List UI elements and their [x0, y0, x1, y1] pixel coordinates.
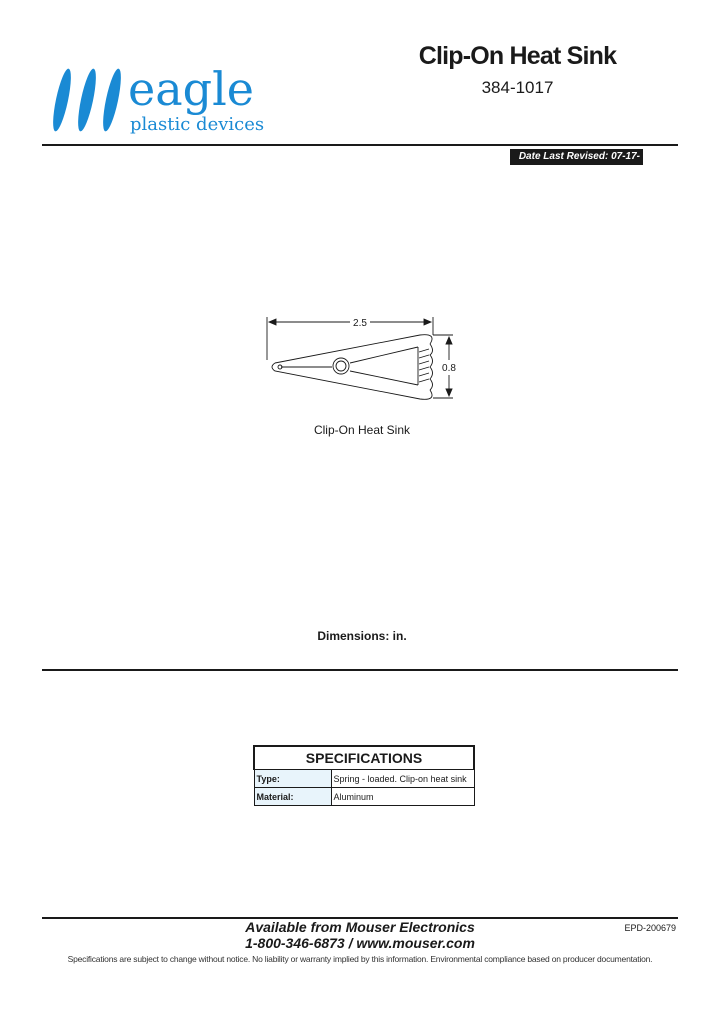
table-row	[254, 770, 474, 788]
logo-tagline: plastic devices	[130, 114, 265, 135]
spec-key: Type:	[254, 770, 331, 788]
document-title: Clip-On Heat Sink	[418, 42, 617, 70]
table-row	[254, 788, 474, 806]
revised-date-badge: Date Last Revised: 07-17-07	[510, 149, 643, 165]
spec-key: Material:	[254, 788, 331, 806]
section-divider	[42, 669, 678, 671]
logo-brand: eagle	[128, 62, 255, 116]
part-number: 384-1017	[481, 78, 554, 97]
availability-line: Available from Mouser Electronics	[245, 919, 475, 935]
spec-value: Aluminum	[331, 788, 474, 806]
specifications-heading: SPECIFICATIONS	[254, 746, 474, 770]
heat-sink-drawing	[255, 305, 465, 415]
figure-caption: Clip-On Heat Sink	[313, 423, 411, 437]
width-dimension-label: 2.5	[353, 318, 367, 329]
disclaimer-text: Specifications are subject to change without notice. No liability or warranty implied by this information. Environmental compliance based on producer documentation.	[67, 954, 653, 964]
height-dimension-label: 0.8	[442, 363, 456, 374]
logo-stripes-icon	[48, 62, 128, 142]
contact-line: 1-800-346-6873 / www.mouser.com	[245, 935, 475, 951]
availability-block	[200, 919, 520, 951]
document-code: EPD-200679	[624, 923, 676, 933]
eagle-logo	[48, 62, 278, 142]
spec-value: Spring - loaded. Clip-on heat sink	[331, 770, 474, 788]
units-note: Dimensions: in.	[317, 629, 407, 643]
header-divider	[42, 144, 678, 146]
specifications-table	[253, 745, 475, 806]
